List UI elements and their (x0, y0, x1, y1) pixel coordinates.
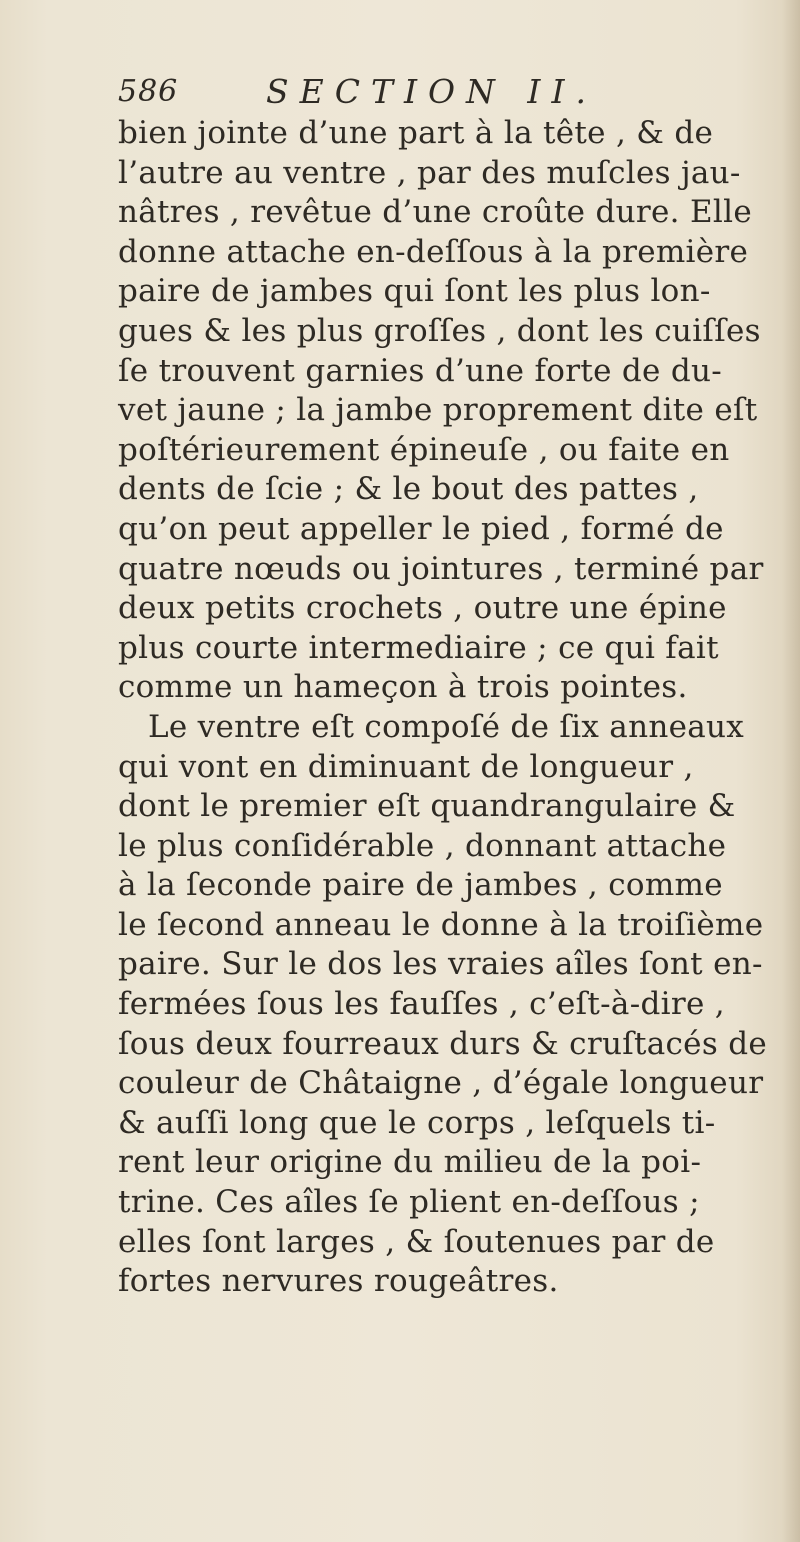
text-line: rent leur origine du milieu de la poi- (118, 1144, 702, 1181)
text-line: ſe trouvent garnies d’une forte de du- (118, 352, 723, 389)
text-line: gues & les plus groſſes , dont les cuiſſes (118, 312, 761, 349)
text-line: vet jaune ; la jambe proprement dite eſt (118, 392, 758, 429)
text-line: Le ventre eſt compoſé de ſix anneaux (148, 708, 745, 745)
text-line: le ſecond anneau le donne à la troiſième (118, 906, 764, 943)
text-line: qui vont en diminuant de longueur , (118, 748, 694, 785)
section-title: SECTION II. (266, 72, 597, 111)
text-line: ſous deux fourreaux durs & cruſtacés de (118, 1025, 767, 1062)
text-line: paire. Sur le dos les vraies aîles ſont en- (118, 946, 763, 983)
text-line: qu’on peut appeller le pied , formé de (118, 510, 724, 547)
text-line: à la ſeconde paire de jambes , comme (118, 867, 723, 904)
text-line: nâtres , revêtue d’une croûte dure. Elle (118, 194, 752, 231)
text-line: comme un hameçon à trois pointes. (118, 669, 688, 706)
text-line: couleur de Châtaigne , d’égale longueur (118, 1065, 764, 1102)
text-line: paire de jambes qui ſont les plus lon- (118, 273, 711, 310)
text-line: deux petits crochets , outre une épine (118, 590, 727, 627)
text-line: plus courte intermediaire ; ce qui fait (118, 629, 719, 666)
page-number: 586 (118, 74, 179, 109)
text-line: donne attache en-deſſous à la première (118, 233, 749, 270)
text-line: dont le premier eſt quandrangulaire & (118, 788, 736, 825)
text-line: l’autre au ventre , par des muſcles jau- (118, 154, 741, 191)
text-line: quatre nœuds ou jointures , terminé par (118, 550, 764, 587)
running-head (118, 70, 678, 116)
text-line: le plus conſidérable , donnant attache (118, 827, 727, 864)
body-text (118, 114, 788, 1302)
text-line: elles ſont larges , & ſoutenues par de (118, 1223, 715, 1260)
text-line: trine. Ces aîles ſe plient en-deſſous ; (118, 1184, 700, 1221)
text-line: & auſſi long que le corps , leſquels ti- (118, 1104, 716, 1141)
text-line: dents de ſcie ; & le bout des pattes , (118, 471, 699, 508)
text-line: fermées ſous les fauſſes , c’eſt-à-dire , (118, 986, 725, 1023)
text-line: poſtérieurement épineuſe , ou faite en (118, 431, 730, 468)
text-line: fortes nervures rougeâtres. (118, 1263, 559, 1300)
text-line: bien jointe d’une part à la tête , & de (118, 115, 714, 151)
